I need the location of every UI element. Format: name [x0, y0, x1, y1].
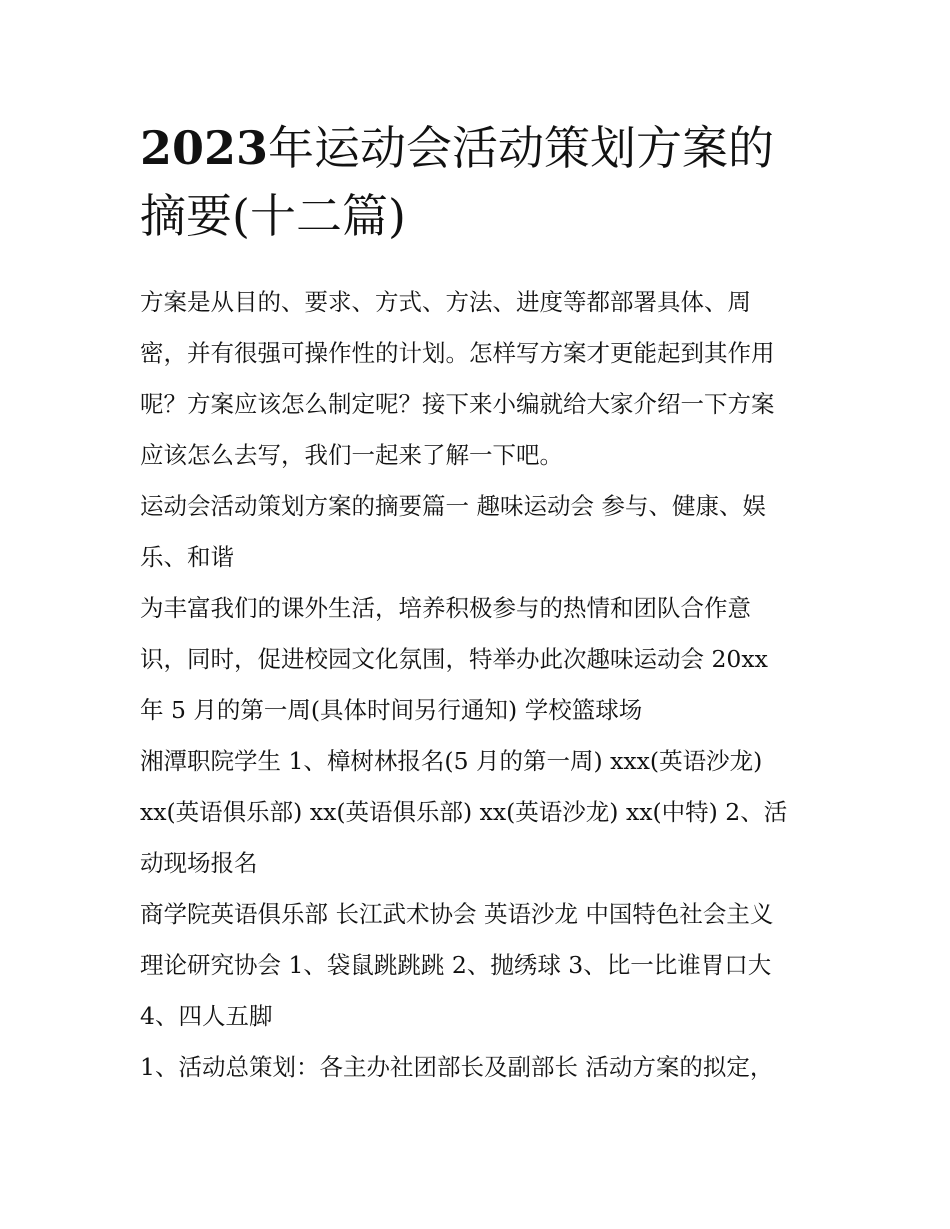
body-line: 密，并有很强可操作性的计划。怎样写方案才更能起到其作用 — [140, 339, 775, 367]
body-line: 为丰富我们的课外生活，培养积极参与的热情和团队合作意 — [140, 594, 751, 622]
body-line: 应该怎么去写，我们一起来了解一下吧。 — [140, 441, 563, 469]
body-line: 1、活动总策划：各主办社团部长及副部长 活动方案的拟定， — [140, 1053, 774, 1081]
body-line: 运动会活动策划方案的摘要篇一 趣味运动会 参与、健康、娱 — [140, 492, 766, 520]
body-line: 4、四人五脚 — [140, 1002, 273, 1030]
body-line: 商学院英语俱乐部 长江武术协会 英语沙龙 中国特色社会主义 — [140, 900, 774, 928]
body-line: 方案是从目的、要求、方式、方法、进度等都部署具体、周 — [140, 288, 751, 316]
body-line: 理论研究协会 1、袋鼠跳跳跳 2、抛绣球 3、比一比谁胃口大 — [140, 951, 772, 979]
body-line: xx(英语俱乐部) xx(英语俱乐部) xx(英语沙龙) xx(中特) 2、活 — [140, 798, 788, 826]
body-line: 年 5 月的第一周(具体时间另行通知) 学校篮球场 — [140, 696, 643, 724]
title-line2-text: 摘要(十二篇) — [140, 189, 406, 243]
title-line1-text: 年运动会活动策划方案的 — [268, 121, 775, 175]
body-line: 湘潭职院学生 1、樟树林报名(5 月的第一周) xxx(英语沙龙) — [140, 747, 763, 775]
document-title — [140, 114, 830, 250]
title-year: 2023 — [140, 121, 269, 175]
body-line: 识，同时，促进校园文化氛围，特举办此次趣味运动会 20xx — [140, 645, 768, 673]
body-line: 乐、和谐 — [140, 543, 234, 571]
body-line: 动现场报名 — [140, 849, 258, 877]
document-body — [140, 277, 812, 1093]
body-line: 呢？方案应该怎么制定呢？接下来小编就给大家介绍一下方案 — [140, 390, 775, 418]
